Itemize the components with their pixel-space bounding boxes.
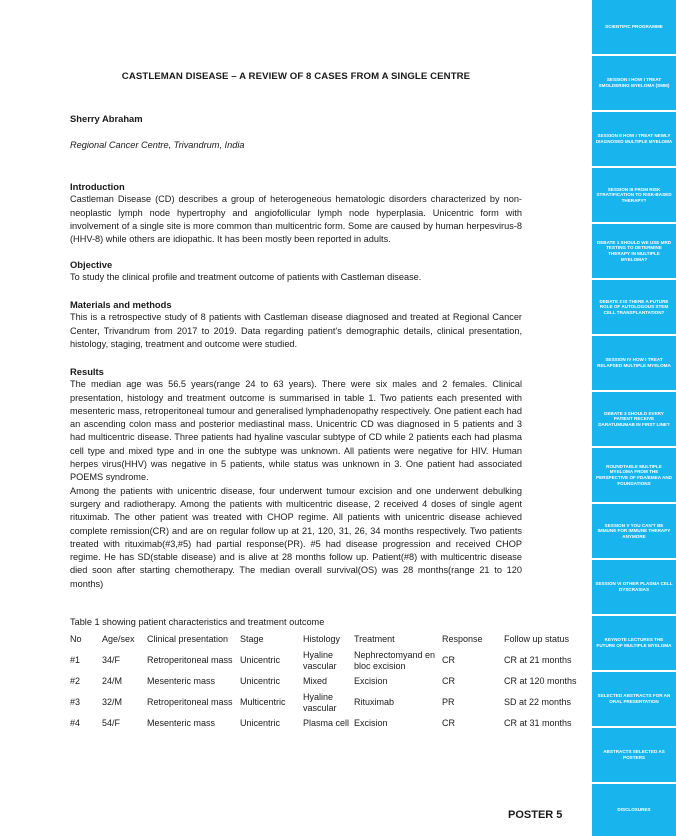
table-cell: PR [442,697,455,708]
introduction-text: Castleman Disease (CD) describes a group of heterogeneous hematologic disorders characterized by non-neoplastic lymph node hypertrophy and angiofollicular lymph node hyperplasia. Unicentric form with involvement of a single site is more common than multicentric form. Some are caused by human herpesvirus-8 (HHV-8) while others are idiopathic. It has been mostly been reported in adults. [70,194,522,245]
table-row [70,648,584,674]
sidebar-item-session-5[interactable]: SESSION V YOU CAN'T BE IMMUNE FOR IMMUNE THERAPY ANYMORE [592,504,676,558]
table-cell: CR [442,655,455,666]
table-row [70,716,584,732]
table-cell: Rituximab [354,697,395,708]
table-header: Stage [240,633,264,644]
sidebar-item-debate-2[interactable]: DEBATE 2 IS THERE A FUTURE ROLE OF AUTOLOGOUS STEM CELL TRANSPLANTATION? [592,280,676,334]
table-cell: Unicentric [240,655,281,666]
table-header: Treatment [354,633,395,644]
table-cell: CR at 120 months [504,676,577,687]
table-cell: Mesenteric mass [147,718,216,729]
table-cell: Excision [354,718,388,729]
sidebar-item-roundtable[interactable]: ROUNDTABLE MULTIPLE MYELOMA FROM THE PERSPECTIVE OF FDA/EMEA AND FOUNDATIONS [592,448,676,502]
table-cell: 54/F [102,718,121,729]
table-header-row [70,631,584,648]
sidebar-item-disclosures[interactable]: DISCLOSURES [592,784,676,836]
methods-section [70,298,522,351]
results-section [70,365,522,591]
table-header: Follow up status [504,633,570,644]
table-header: Response [442,633,483,644]
table-cell: 24/M [102,676,123,687]
table-cell: Mixed [303,676,328,687]
table-cell: Hyaline vascular [303,691,337,713]
results-text-2: Among the patients with unicentric disease, four underwent tumour excision and one underwent debulking surgery and radiotherapy. Among the patients with multicentric disease, 2 received 4 doses of single agent rituximab. The other patient was treated with CHOP regime. All patients with unicentric disease achieved complete remission(CR) and are on regular follow up at 21, 120, 31, 26, 34 months respectively. Two patients treated with rituximab(#3,#5) had partial response(PR). #5 had disease progression and received CHOP regime. He has SD(stable disease) and is alive at 28 months follow up. Patient(#8) with multicentric disease died soon after starting chemotherapy. The median overall survival(OS) was 28 months(range 21 to 120 months) [70,485,522,589]
sidebar-item-debate-3[interactable]: DEBATE 3 SHOULD EVERY PATIENT RECEIVE DARATUMUMAB IN FIRST LINE? [592,392,676,446]
table-cell: 32/M [102,697,123,708]
results-heading: Results [70,366,104,377]
table-row [70,690,584,716]
results-text-1: The median age was 56.5 years(range 24 to 63 years). There were six males and 2 females. Clinical presentation, histology and treatment outcome is summarised in table 1. Two patients each presented with mesenteric mass, retroperitoneal tumour and generalised lymphadenopathy respectively. One patient each had an ascending colon mass and posterior mediastinal mass. Unicentric CD was diagnosed in 5 patients and 3 had multicentric disease. Three patients had hyaline vascular subtype of CD while 2 patients each had plasma cell type and mixed type and in one the subtype was unknown. All patients were negative for HIV. Human herpes virus(HHV) was negative in 5 patients, while status was unknown in 3. One patient had associated POEMS syndrome. [70,379,522,483]
table-cell: Mesenteric mass [147,676,216,687]
introduction-heading: Introduction [70,181,125,192]
table-header: No [70,633,82,644]
table-cell: CR at 31 months [504,718,572,729]
sidebar-item-session-6[interactable]: SESSION VI OTHER PLASMA CELL DYSCRASIAS [592,560,676,614]
poster-label: POSTER 5 [508,809,563,821]
sidebar-item-selected-abstracts[interactable]: SELECTED ABSTRACTS FOR AN ORAL PRESENTATION [592,672,676,726]
table-row [70,674,584,690]
table-cell: #1 [70,655,81,666]
table-header: Histology [303,633,341,644]
introduction-section [70,180,522,246]
sidebar-item-session-3[interactable]: SESSION III FROM RISK STRATIFICATION TO RISK-BASED THERAPY? [592,168,676,222]
sidebar-item-session-2[interactable]: SESSION II HOW I TREAT NEWLY DIAGNOSED MULTIPLE MYELOMA [592,112,676,166]
table-header: Age/sex [102,633,135,644]
sidebar-item-scientific-programme[interactable]: SCIENTIFIC PROGRAMME [592,0,676,54]
table-cell: #3 [70,697,81,708]
sidebar-item-keynote-lectures[interactable]: KEYNOTE LECTURES THE FUTURE OF MULTIPLE MYELOMA [592,616,676,670]
author-name: Sherry Abraham [70,113,143,124]
table-cell: Plasma cell [303,718,350,729]
table-header: Clinical presentation [147,633,229,644]
table-cell: Hyaline vascular [303,649,337,671]
table-cell: Multicentric [240,697,286,708]
table-cell: 34/F [102,655,121,666]
table-cell: CR [442,676,455,687]
objective-text: To study the clinical profile and treatment outcome of patients with Castleman disease. [70,272,422,283]
table-cell: Retroperitoneal mass [147,697,233,708]
document-title: CASTLEMAN DISEASE – A REVIEW OF 8 CASES FROM A SINGLE CENTRE [121,71,471,82]
patient-table [70,631,584,732]
table-cell: Excision [354,676,388,687]
table-cell: Nephrectomyand en bloc excision [354,649,436,671]
table-cell: Unicentric [240,676,281,687]
objective-section [70,258,522,285]
methods-text: This is a retrospective study of 8 patients with Castleman disease diagnosed and treated at Regional Cancer Center, Trivandrum from 2017 to 2019. Data regarding patient's demographic details, clinical presentation, histology, staging, treatment and outcome were studied. [70,312,522,349]
table-caption: Table 1 showing patient characteristics and treatment outcome [70,617,325,627]
table-cell: Unicentric [240,718,281,729]
sidebar-item-debate-1[interactable]: DEBATE 1 SHOULD WE USE MRD TESTING TO DETERMINE THERAPY IN MULTIPLE MYELOMA? [592,224,676,278]
table-cell: SD at 22 months [504,697,572,708]
section-sidebar [592,0,676,836]
author-affiliation: Regional Cancer Centre, Trivandrum, India [70,140,245,150]
objective-heading: Objective [70,259,113,270]
sidebar-item-abstracts-posters[interactable]: ABSTRACTS SELECTED AS POSTERS [592,728,676,782]
sidebar-item-session-1[interactable]: SESSION I HOW I TREAT SMOLDERING MYELOMA (SMM) [592,56,676,110]
table-cell: CR [442,718,455,729]
sidebar-item-session-4[interactable]: SESSION IV HOW I TREAT RELAPSED MULTIPLE MYELOMA [592,336,676,390]
table-cell: #2 [70,676,81,687]
table-cell: Retroperitoneal mass [147,655,233,666]
table-cell: #4 [70,718,81,729]
table-cell: CR at 21 months [504,655,572,666]
methods-heading: Materials and methods [70,299,172,310]
